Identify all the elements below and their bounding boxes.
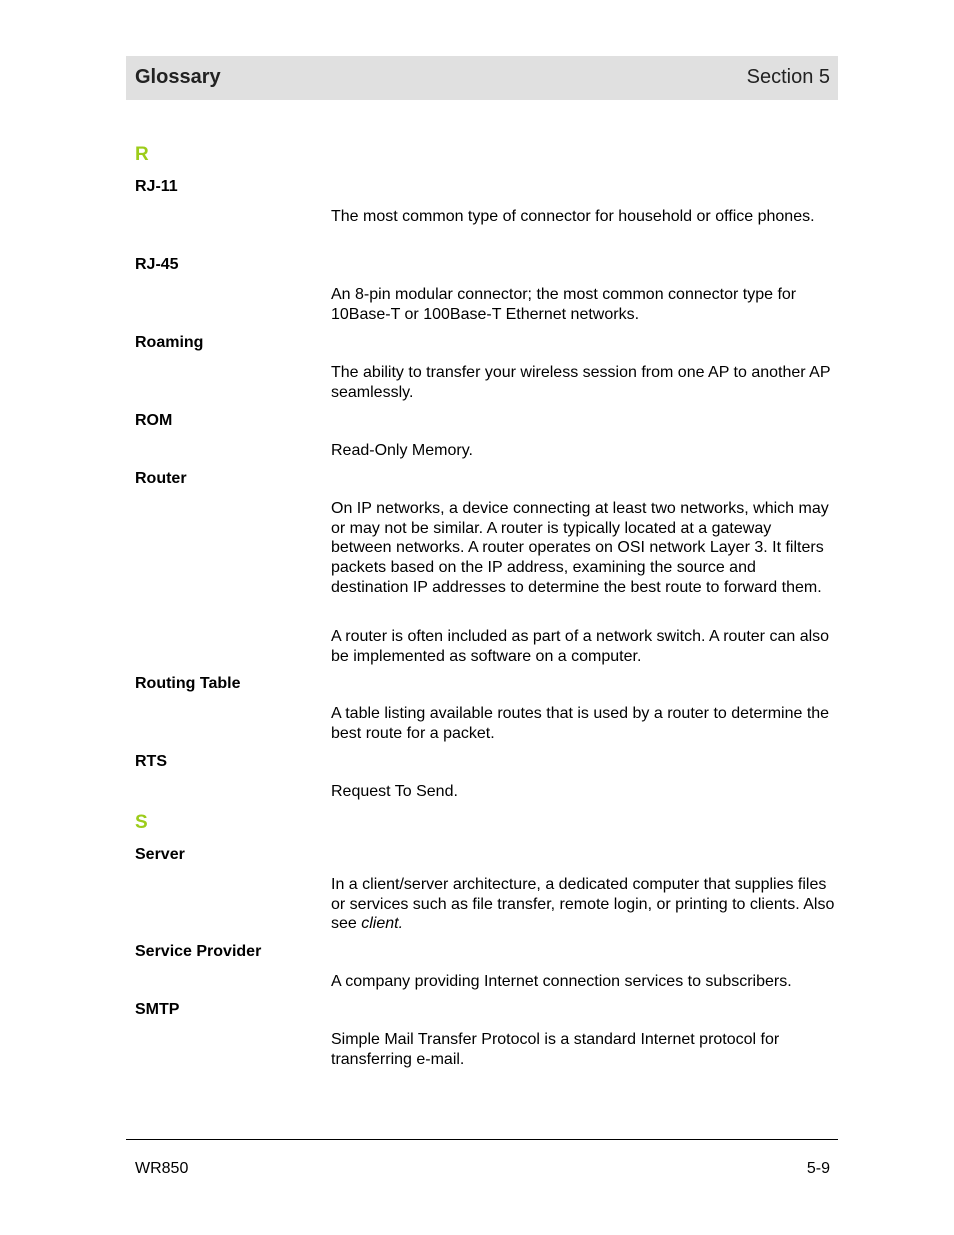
definition-service-provider: A company providing Internet connection services to subscribers. <box>331 973 792 990</box>
term-routing-table: Routing Table <box>135 675 241 692</box>
section-letter-r: R <box>135 144 149 165</box>
page-header <box>126 56 838 100</box>
header-title: Glossary <box>135 66 221 88</box>
term-rts: RTS <box>135 753 167 770</box>
definition-router-1: On IP networks, a device connecting at least two networks, which may or may not be similar. A router is typically located at a gateway between networks. A router operates on OSI network Layer 3. It filters packets based on the IP address, examining the source and destination IP addresses to determine the best route to forward them. <box>331 500 829 596</box>
definition-rts: Request To Send. <box>331 783 458 800</box>
definition-rom: Read-Only Memory. <box>331 442 473 459</box>
definition-roaming: The ability to transfer your wireless session from one AP to another AP seamlessly. <box>331 364 831 401</box>
footer-model: WR850 <box>135 1160 189 1177</box>
term-server: Server <box>135 846 185 863</box>
term-rom: ROM <box>135 412 173 429</box>
term-router: Router <box>135 470 187 487</box>
header-section: Section 5 <box>746 66 830 88</box>
definition-server-text: In a client/server architecture, a dedicated computer that supplies files or services such as file transfer, remote login, or printing to clients. Also see <box>331 876 835 933</box>
term-service-provider: Service Provider <box>135 943 262 960</box>
term-rj11: RJ-11 <box>135 178 178 195</box>
term-smtp: SMTP <box>135 1001 180 1018</box>
footer-divider <box>126 1139 838 1140</box>
definition-router-2: A router is often included as part of a network switch. A router can also be implemented as software on a computer. <box>331 628 830 665</box>
term-roaming: Roaming <box>135 334 204 351</box>
footer-page-number: 5-9 <box>806 1160 830 1177</box>
definition-rj11: The most common type of connector for household or office phones. <box>331 208 815 225</box>
definition-smtp: Simple Mail Transfer Protocol is a standard Internet protocol for transferring e-mail. <box>331 1031 780 1068</box>
term-rj45: RJ-45 <box>135 256 179 273</box>
definition-routing-table: A table listing available routes that is used by a router to determine the best route for a packet. <box>331 705 830 742</box>
definition-rj45: An 8-pin modular connector; the most common connector type for 10Base-T or 100Base-T Ethernet networks. <box>331 286 797 323</box>
see-also-client: client. <box>361 915 404 933</box>
definition-server <box>331 875 836 934</box>
section-letter-s: S <box>135 812 148 833</box>
